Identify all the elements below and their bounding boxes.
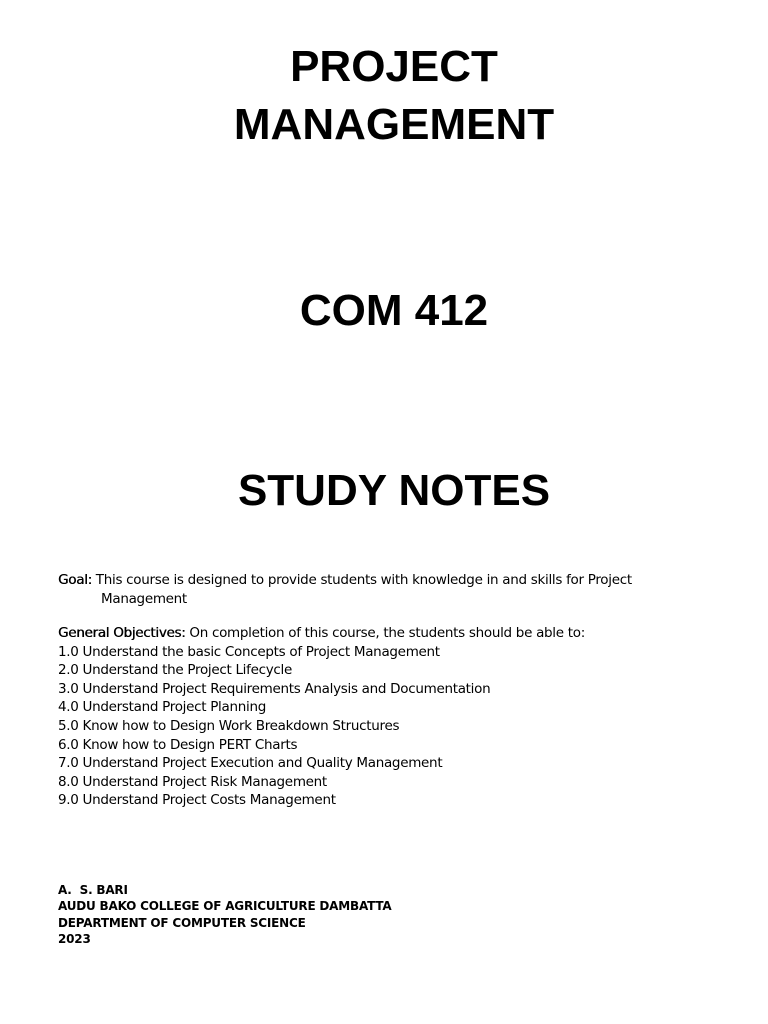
title-line-1: PROJECT [290, 42, 498, 91]
objective-item: 9.0 Understand Project Costs Management [58, 792, 336, 809]
document-subtitle: STUDY NOTES [237, 466, 551, 515]
goal-text-line-2: Management [101, 590, 187, 607]
objectives-label: General Objectives: [58, 625, 186, 641]
author-institution: AUDU BAKO COLLEGE OF AGRICULTURE DAMBATTA [58, 899, 392, 914]
objectives-heading [58, 624, 698, 643]
goal-label: Goal: [58, 572, 92, 588]
title-line-2: MANAGEMENT [233, 100, 555, 149]
objective-item: 4.0 Understand Project Planning [58, 699, 266, 716]
objective-item: 6.0 Know how to Design PERT Charts [58, 736, 298, 753]
objective-item: 2.0 Understand the Project Lifecycle [58, 662, 292, 679]
author-department: DEPARTMENT OF COMPUTER SCIENCE [58, 915, 306, 930]
author-year: 2023 [58, 931, 91, 946]
goal-section [58, 571, 698, 608]
objective-item: 7.0 Understand Project Execution and Quality Management [58, 755, 443, 772]
objectives-section [58, 624, 698, 810]
objective-item: 8.0 Understand Project Risk Management [58, 773, 327, 790]
objective-item: 5.0 Know how to Design Work Breakdown Structures [58, 717, 400, 734]
author-block [58, 882, 392, 947]
objective-item: 3.0 Understand Project Requirements Analysis and Documentation [58, 680, 491, 697]
course-code: COM 412 [299, 286, 489, 335]
author-name: A. S. BARI [58, 883, 128, 897]
objectives-list [58, 643, 698, 810]
document-title [10, 38, 768, 154]
goal-text-line-1: This course is designed to provide students with knowledge in and skills for Project [91, 572, 632, 588]
objectives-intro: On completion of this course, the students should be able to: [185, 625, 585, 641]
objective-item: 1.0 Understand the basic Concepts of Project Management [58, 643, 440, 660]
